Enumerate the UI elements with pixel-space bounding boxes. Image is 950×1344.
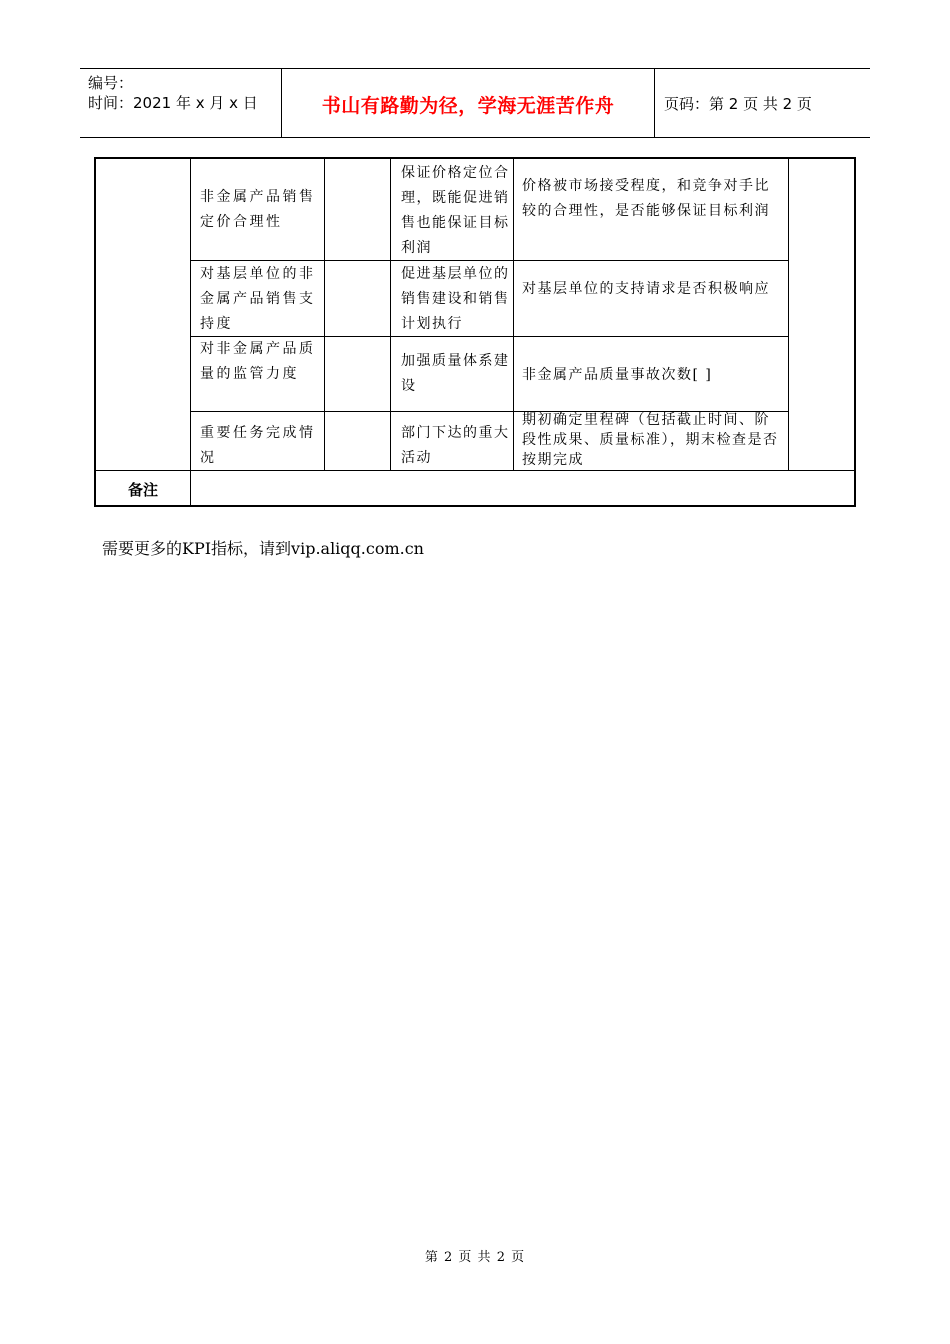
header-motto: 书山有路勤为径，学海无涯苦作舟: [321, 95, 615, 117]
table-grid-line: [390, 159, 391, 471]
table-cell-definition: 期初确定里程碑（包括截止时间、阶段性成果、质量标准），期末检查是否按期完成: [522, 412, 779, 468]
table-cell-indicator: 对非金属产品质量的监管力度: [200, 341, 316, 382]
table-cell-definition: 价格被市场接受程度，和竞争对手比较的合理性，是否能够保证目标利润: [522, 178, 770, 219]
kpi-table: [94, 157, 856, 507]
table-cell-purpose: 促进基层单位的销售建设和销售计划执行: [401, 266, 510, 332]
table-cell-indicator: 对基层单位的非金属产品销售支持度: [200, 266, 316, 332]
table-cell-definition: 非金属产品质量事故次数[ ]: [522, 367, 713, 383]
table-cell-purpose: 保证价格定位合理，既能促进销售也能保证目标利润: [401, 165, 510, 256]
table-cell-indicator: 重要任务完成情况: [200, 425, 316, 466]
page-header: [80, 68, 870, 138]
table-grid-line: [190, 159, 191, 471]
table-grid-line: [513, 159, 514, 471]
table-cell-definition: 对基层单位的支持请求是否积极响应: [522, 281, 770, 297]
table-grid-line: [190, 471, 191, 507]
remark-label: 备注: [128, 481, 159, 499]
table-grid-line: [324, 159, 325, 471]
table-cell-indicator: 非金属产品销售定价合理性: [200, 189, 316, 230]
more-kpi-note: 需要更多的KPI指标，请到vip.aliqq.com.cn: [102, 539, 424, 558]
header-page-info: 页码：第 2 页 共 2 页: [664, 95, 812, 113]
code-label: 编号：: [88, 74, 134, 92]
table-grid-line: [788, 159, 789, 471]
date-label: 时间：2021 年 x 月 x 日: [88, 94, 258, 112]
table-cell-purpose: 部门下达的重大活动: [401, 425, 510, 466]
header-meta: [88, 73, 258, 113]
header-divider: [654, 69, 655, 137]
page-footer: 第 2 页 共 2 页: [424, 1250, 526, 1265]
table-cell-purpose: 加强质量体系建设: [401, 353, 510, 394]
